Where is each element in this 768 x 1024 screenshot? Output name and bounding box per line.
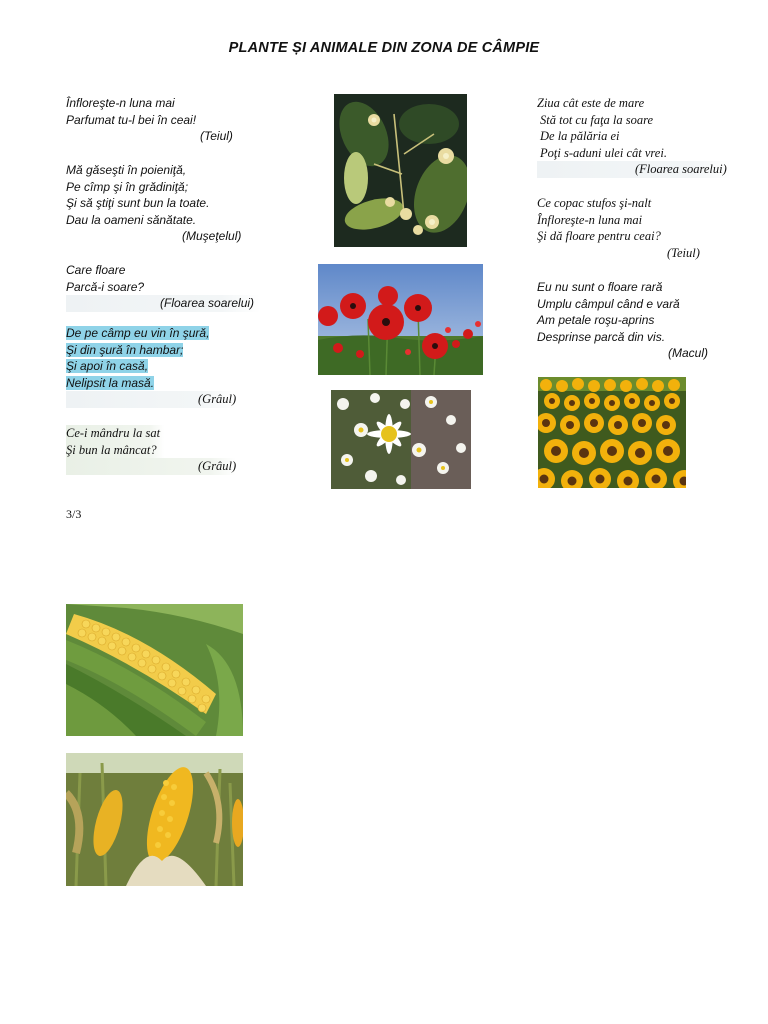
- riddle-linden-2: [537, 195, 700, 261]
- riddle-answer: (Macul): [668, 346, 709, 361]
- riddle-line: Ce-i mândru la sat: [66, 425, 164, 442]
- riddle-chamomile: [66, 162, 241, 245]
- riddle-line: Şi dă floare pentru ceai?: [537, 229, 661, 244]
- riddle-poppy: [537, 279, 708, 362]
- riddle-line: Înfloreşte-n luna mai: [66, 96, 175, 110]
- riddle-line: Desprinse parcă din vis.: [537, 329, 666, 344]
- riddle-line: Stă tot cu faţa la soare: [540, 112, 654, 127]
- riddle-line: Înfloreşte-n luna mai: [537, 212, 643, 227]
- corn-cob-image: [66, 604, 243, 736]
- sunflower-field-image: [538, 377, 686, 488]
- poppy-field-image: [318, 264, 483, 375]
- riddle-answer: (Muşeţelul): [182, 229, 242, 244]
- page-title: PLANTE ȘI ANIMALE DIN ZONA DE CÂMPIE: [228, 40, 540, 56]
- riddle-sunflower-2: [537, 95, 731, 178]
- riddle-line-highlighted: Şi apoi în casă,: [66, 359, 149, 374]
- riddle-line: Pe cîmp şi în grădiniţă;: [66, 179, 189, 194]
- corn-field-image: [66, 753, 243, 886]
- riddle-line: Umplu câmpul când e vară: [537, 296, 680, 311]
- riddle-wheat: [66, 325, 236, 408]
- riddle-line: Am petale roşu-aprins: [537, 313, 655, 328]
- riddle-answer: (Teiul): [200, 129, 233, 144]
- riddle-answer: (Floarea soarelui): [537, 161, 731, 178]
- riddle-line: Parfumat tu-l bei în ceai!: [66, 112, 197, 127]
- riddle-line: De la pălăria ei: [540, 129, 620, 144]
- riddle-answer: (Teiul): [667, 245, 700, 260]
- riddle-answer: (Grâul): [66, 391, 236, 408]
- riddle-wheat-2: [66, 425, 236, 475]
- riddle-sunflower: [66, 262, 260, 312]
- riddle-line: Şi bun la mâncat?: [66, 442, 164, 459]
- riddle-line: Ce copac stufos şi-nalt: [537, 196, 652, 210]
- riddle-linden: [66, 95, 233, 145]
- riddle-line: Eu nu sunt o floare rară: [537, 280, 663, 294]
- riddle-answer: (Grâul): [66, 458, 236, 475]
- riddle-line: Dau la oameni sănătate.: [66, 212, 197, 227]
- riddle-line-highlighted: Şi din şură în hambar;: [66, 342, 184, 357]
- riddle-line: Poţi s-aduni ulei cât vrei.: [540, 145, 667, 160]
- riddle-line: Parcă-i soare?: [66, 279, 145, 294]
- chamomile-image: [331, 390, 471, 489]
- page-number: 3/3: [66, 507, 82, 521]
- riddle-line: Ziua cât este de mare: [537, 96, 645, 110]
- riddle-line-highlighted: Nelipsit la masă.: [66, 375, 155, 390]
- linden-flower-image: [334, 94, 467, 247]
- riddle-line: Mă găseşti în poieniţă,: [66, 163, 187, 177]
- riddle-answer: (Floarea soarelui): [66, 295, 260, 312]
- riddle-line: Care floare: [66, 263, 126, 277]
- riddle-line-highlighted: De pe câmp eu vin în şură,: [66, 326, 210, 340]
- riddle-line: Şi să ştiţi sunt bun la toate.: [66, 196, 210, 211]
